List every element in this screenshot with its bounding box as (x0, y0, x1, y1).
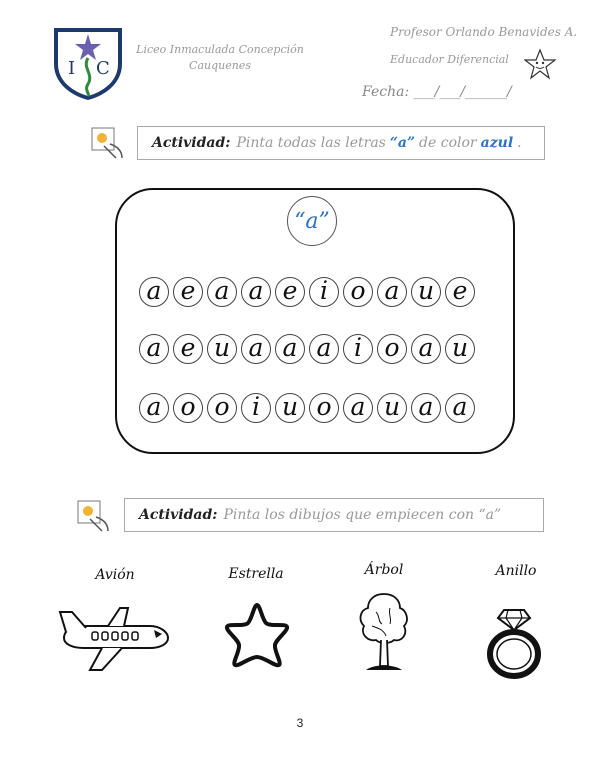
star-icon[interactable] (222, 599, 292, 669)
picture-label-anillo: Anillo (495, 563, 537, 579)
teacher-name: Profesor Orlando Benavides A. (390, 25, 578, 39)
letter-bubble[interactable]: a (411, 393, 441, 423)
logo-letter-i: I (68, 58, 76, 79)
letter-bubble[interactable]: i (241, 393, 271, 423)
letter-bubble[interactable]: i (309, 277, 339, 307)
letter-bubble[interactable]: a (309, 334, 339, 364)
letter-bubble[interactable]: o (309, 393, 339, 423)
letter-bubble[interactable]: a (139, 334, 169, 364)
letter-bubble[interactable]: u (445, 334, 475, 364)
letter-bubble[interactable]: u (411, 277, 441, 307)
tree-icon[interactable] (356, 590, 412, 676)
date-field: Fecha: ___/___/______/ (362, 84, 512, 100)
letter-bubble[interactable]: a (139, 393, 169, 423)
letter-bubble[interactable]: o (207, 393, 237, 423)
picture-label-estrella: Estrella (228, 566, 284, 582)
letter-bubble[interactable]: a (411, 334, 441, 364)
letter-bubble[interactable]: a (241, 334, 271, 364)
logo-letter-c: C (96, 58, 110, 79)
letter-bubble[interactable]: u (207, 334, 237, 364)
hand-paint-icon (76, 497, 112, 533)
airplane-icon[interactable] (58, 604, 170, 674)
target-letter-circle: “a” (287, 196, 337, 246)
letter-row-1 (139, 277, 475, 307)
hand-paint-icon (90, 124, 126, 160)
activity-1-text: Pinta todas las letras (236, 135, 386, 151)
picture-label-arbol: Árbol (364, 562, 404, 578)
letter-bubble[interactable]: o (377, 334, 407, 364)
letter-bubble[interactable]: a (139, 277, 169, 307)
letter-bubble[interactable]: u (377, 393, 407, 423)
activity-1-color-word: azul (480, 135, 514, 151)
activity-2-instruction (124, 498, 544, 532)
school-name (130, 42, 310, 74)
activity-1-text-middle: de color (419, 135, 477, 151)
school-name-line2: Cauquenes (189, 59, 251, 72)
activity-2-label: Actividad: (139, 507, 218, 523)
activity-2-text: Pinta los dibujos que empiecen con “a” (223, 507, 502, 523)
picture-label-avion: Avión (95, 567, 135, 583)
activity-1-instruction (137, 126, 545, 160)
letter-bubble[interactable]: e (173, 277, 203, 307)
letter-bubble[interactable]: i (343, 334, 373, 364)
activity-1-label: Actividad: (152, 135, 231, 151)
ring-icon[interactable] (484, 600, 544, 680)
star-mascot-icon (524, 48, 558, 82)
letter-bubble[interactable]: a (207, 277, 237, 307)
letter-bubble[interactable]: a (377, 277, 407, 307)
letter-bubble[interactable]: e (445, 277, 475, 307)
teacher-role: Educador Diferencial (390, 53, 509, 66)
letter-bubble[interactable]: e (173, 334, 203, 364)
letter-row-3 (139, 393, 475, 423)
page-number: 3 (296, 716, 304, 730)
letter-bubble[interactable]: o (343, 277, 373, 307)
letter-bubble[interactable]: e (275, 277, 305, 307)
letter-bubble[interactable]: o (173, 393, 203, 423)
activity-1-target-letter: “a” (389, 135, 416, 151)
school-logo (48, 24, 128, 102)
letter-bubble[interactable]: a (275, 334, 305, 364)
activity-1-text-end: . (517, 135, 522, 151)
letter-bubble[interactable]: a (445, 393, 475, 423)
letter-bubble[interactable]: a (343, 393, 373, 423)
school-name-line1: Liceo Inmaculada Concepción (136, 43, 304, 56)
letter-row-2 (139, 334, 475, 364)
letter-bubble[interactable]: a (241, 277, 271, 307)
letter-bubble[interactable]: u (275, 393, 305, 423)
